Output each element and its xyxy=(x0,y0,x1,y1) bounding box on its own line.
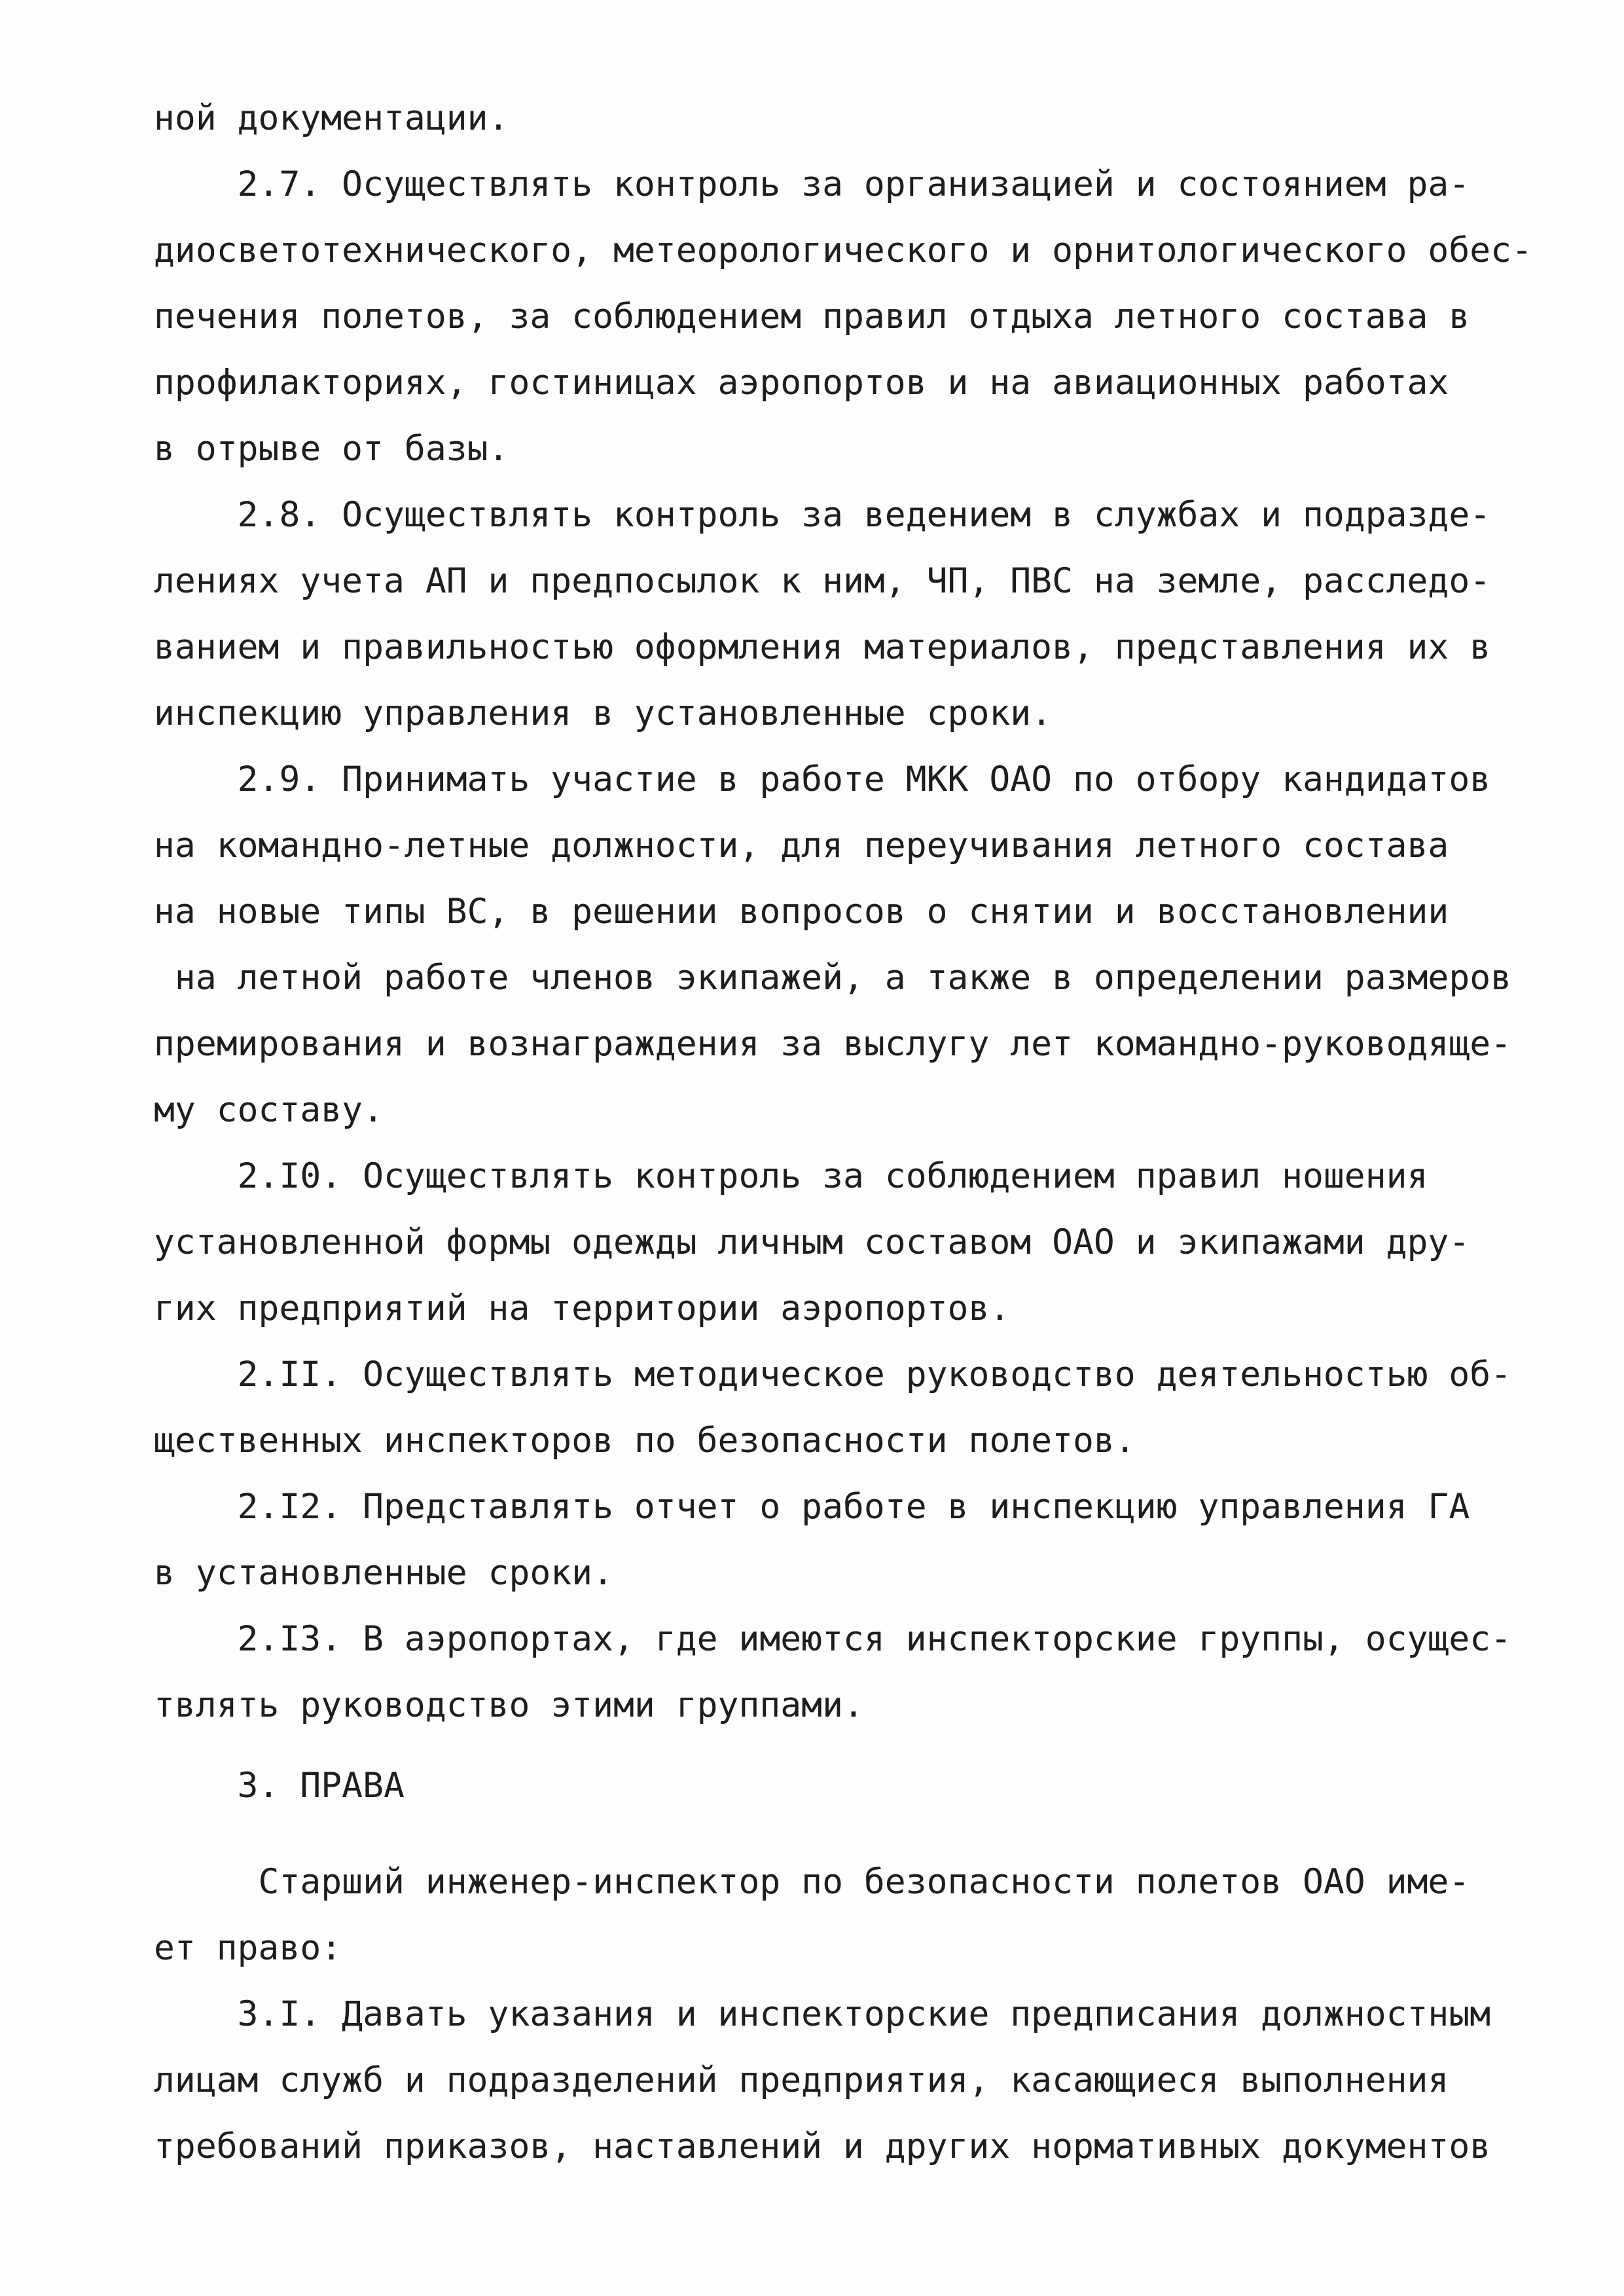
text-line: на командно-летные должности, для переучивания летного состава xyxy=(154,826,1449,866)
text-line: щественных инспекторов по безопасности полетов. xyxy=(154,1421,1136,1461)
text-line: в установленные сроки. xyxy=(154,1553,613,1593)
text-line: ванием и правильностью оформления материалов, представления их в xyxy=(154,627,1491,667)
text-line: установленной формы одежды личным составом ОАО и экипажами дру- xyxy=(154,1222,1470,1262)
text-line: лениях учета АП и предпосылок к ним, ЧП, ПВС на земле, расследо- xyxy=(154,561,1491,601)
text-line: диосветотехнического, метеорологического и орнитологического обес- xyxy=(154,230,1532,270)
clause-2-13-line: 2.I3. В аэропортах, где имеются инспекторские группы, осущес- xyxy=(154,1619,1512,1659)
text-line: в отрыве от базы. xyxy=(154,429,509,469)
clause-2-12-line: 2.I2. Представлять отчет о работе в инспекцию управления ГА xyxy=(154,1487,1470,1527)
section-3-heading: 3. ПРАВА xyxy=(154,1766,405,1806)
text-line: твлять руководство этими группами. xyxy=(154,1685,864,1725)
text-line: гих предприятий на территории аэропортов. xyxy=(154,1288,1011,1328)
text-line: на летной работе членов экипажей, а также в определении размеров xyxy=(154,958,1512,998)
text-line: на новые типы ВС, в решении вопросов о снятии и восстановлении xyxy=(154,892,1449,932)
text-line: му составу. xyxy=(154,1090,384,1130)
text-line: печения полетов, за соблюдением правил отдыха летного состава в xyxy=(154,297,1470,337)
clause-2-10-line: 2.I0. Осуществлять контроль за соблюдением правил ношения xyxy=(154,1156,1428,1196)
clause-2-11-line: 2.II. Осуществлять методическое руководство деятельностью об- xyxy=(154,1355,1512,1394)
text-line: лицам служб и подразделений предприятия, касающиеся выполнения xyxy=(154,2060,1449,2100)
clause-2-7-line: 2.7. Осуществлять контроль за организацией и состоянием ра- xyxy=(154,164,1470,204)
text-line: ет право: xyxy=(154,1928,342,1968)
text-line: профилакториях, гостиницах аэропортов и на авиационных работах xyxy=(154,363,1449,403)
section-3-intro-line: Старший инженер-инспектор по безопасности полетов ОАО име- xyxy=(154,1862,1470,1902)
clause-2-9-line: 2.9. Принимать участие в работе МКК ОАО по отбору кандидатов xyxy=(154,759,1491,799)
clause-2-8-line: 2.8. Осуществлять контроль за ведением в службах и подразде- xyxy=(154,495,1491,535)
document-body xyxy=(154,85,1535,2179)
text-line: инспекцию управления в установленные сроки. xyxy=(154,693,1053,733)
clause-3-1-line: 3.I. Давать указания и инспекторские предписания должностным xyxy=(154,1994,1491,2034)
text-line: премирования и вознаграждения за выслугу лет командно-руководяще- xyxy=(154,1024,1512,1064)
text-line: ной документации. xyxy=(154,98,509,138)
text-line: требований приказов, наставлений и других нормативных документов xyxy=(154,2126,1491,2166)
